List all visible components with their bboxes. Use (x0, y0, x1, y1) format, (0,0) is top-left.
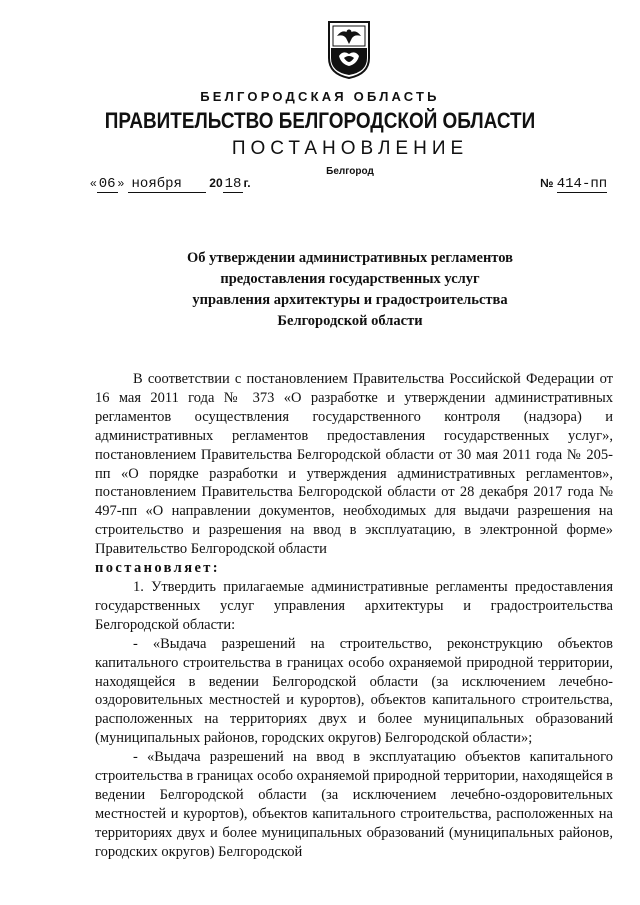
decree-word: постановляет: (95, 560, 221, 577)
document-body (95, 370, 613, 862)
date-open-quote: « (90, 176, 97, 190)
date-year-prefix: 20 (209, 176, 223, 190)
document-date (90, 176, 251, 192)
date-close-quote: » (117, 176, 125, 190)
document-number (540, 176, 607, 192)
title-line-3: управления архитектуры и градостроительства (192, 292, 508, 308)
number-value: 414-пп (556, 176, 608, 192)
city-name: Белгород (326, 166, 374, 177)
document-type: ПОСТАНОВЛЕНИЕ (231, 138, 469, 159)
sub-item-2-paragraph: - «Выдача разрешений на ввод в эксплуатацию объектов капитального строительства в границах особо охраняемой природной территории, находящейся в ведении Белгородской области (за исключением лечебно-оздоровительных местностей и курортов), объектов капитального строительства, расположенных на территориях двух и более муниципальных образований (муниципальных районов, городских округов) Белгородской (95, 749, 613, 860)
title-line-1: Об утверждении административных регламентов (187, 250, 513, 266)
date-year-g: г. (243, 176, 251, 190)
sub-item-1-paragraph: - «Выдача разрешений на строительство, реконструкцию объектов капитального строительства в границах особо охраняемой природной территории, находящейся в ведении Белгородской области (за исключением лечебно-оздоровительных местностей и курортов), объектов капитального строительства, расположенных на территориях двух и более муниципальных образований (муниципальных районов, городских округов) Белгородской области»; (95, 635, 613, 747)
government-name: ПРАВИТЕЛЬСТВО БЕЛГОРОДСКОЙ ОБЛАСТИ (104, 108, 536, 133)
number-label: № (540, 176, 554, 190)
date-day: 06 (98, 176, 116, 192)
coat-of-arms-icon (327, 20, 371, 80)
document-title (0, 248, 640, 332)
title-line-2: предоставления государственных услуг (220, 271, 480, 287)
date-month: ноября (128, 176, 206, 193)
preamble-paragraph: В соответствии с постановлением Правительства Российской Федерации от 16 мая 2011 года № 373 «О разработке и утверждении административных регламентов осуществления государственного контроля (надзора) и административных регламентов предоставления государственных услуг», постановлением Правительства Белгородской области от 30 мая 2011 года № 205-пп «О порядке разработки и утверждения административных регламентов», постановлением Правительства Белгородской области от 28 декабря 2017 года № 497-пп «О направлении документов, необходимых для выдачи разрешения на строительство и разрешения на ввод в эксплуатацию, в электронной форме» Правительство Белгородской области (95, 371, 613, 558)
region-name: БЕЛГОРОДСКАЯ ОБЛАСТЬ (200, 89, 440, 104)
date-year-suffix: 18 (224, 176, 242, 192)
item-1-paragraph: 1. Утвердить прилагаемые административные регламенты предоставления государственных услуг управления архитектуры и градостроительства Белгородской области: (95, 578, 613, 633)
title-line-4: Белгородской области (277, 313, 423, 329)
